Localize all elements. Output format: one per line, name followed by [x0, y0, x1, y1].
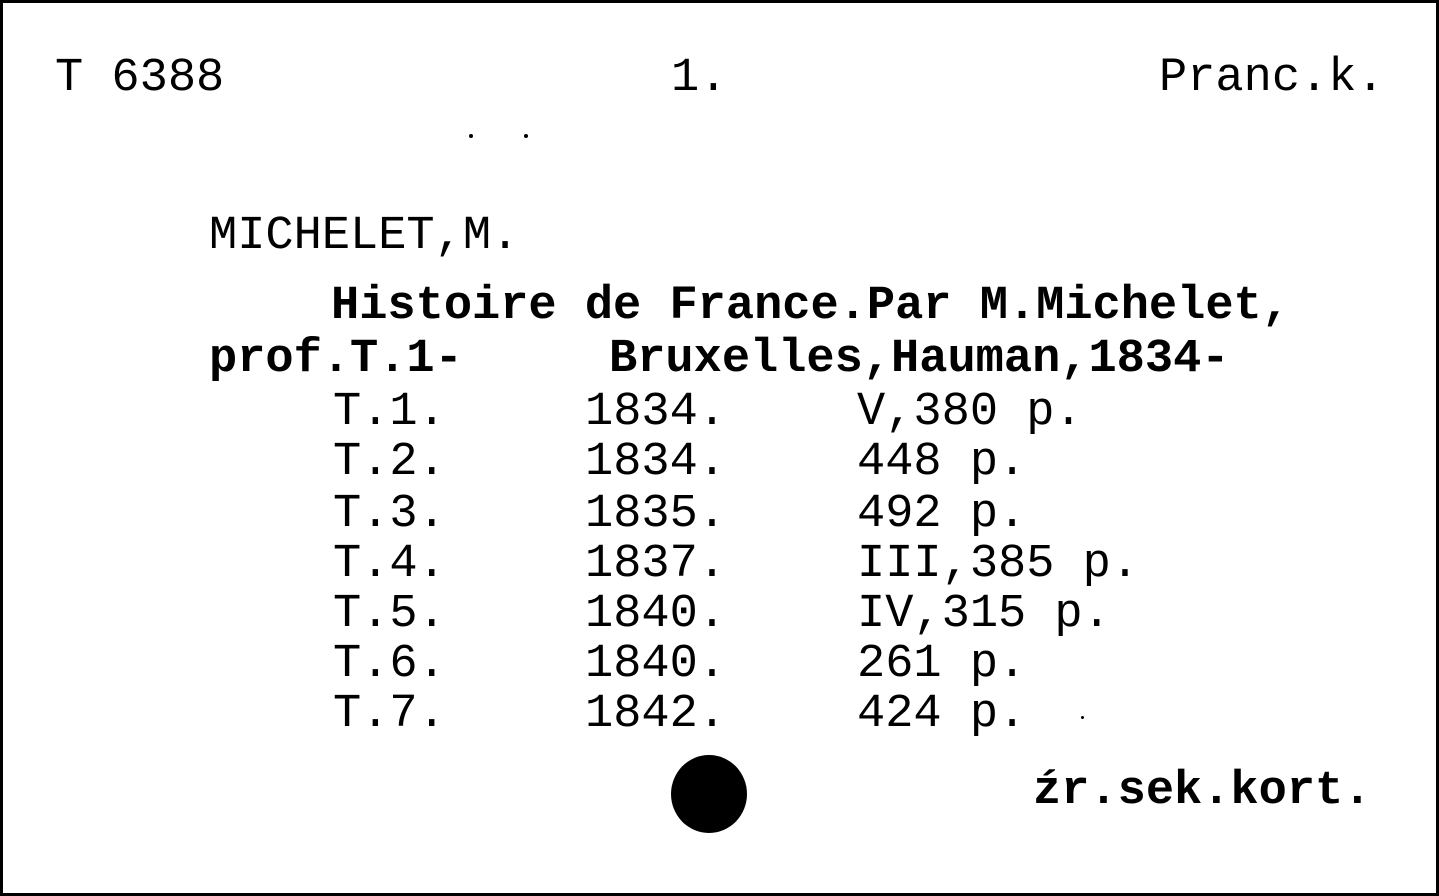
stray-dot [524, 134, 528, 138]
volume-year: 1834. [585, 436, 727, 489]
volume-year: 1835. [585, 488, 727, 541]
call-number: T 6388 [55, 52, 225, 105]
volume-number: T.6. [333, 638, 446, 691]
volume-year: 1837. [585, 538, 727, 591]
stray-dot [469, 134, 473, 138]
card-number: 1. [671, 52, 728, 105]
punch-hole [671, 755, 747, 833]
source-note: źr.sek.kort. [1033, 765, 1372, 818]
volume-number: T.5. [333, 588, 446, 641]
volume-pages: III,385 p. [857, 538, 1140, 591]
volume-number: T.3. [333, 488, 446, 541]
collection-label: Pranc.k. [1159, 52, 1385, 105]
volume-pages: 424 p. [857, 688, 1027, 741]
volume-pages: 492 p. [857, 488, 1027, 541]
volume-number: T.7. [333, 688, 446, 741]
volume-year: 1840. [585, 638, 727, 691]
author-heading: MICHELET,M. [209, 210, 520, 263]
volume-number: T.1. [333, 386, 446, 439]
title-line-2-part-a: prof.T.1- [209, 333, 463, 386]
volume-year: 1834. [585, 386, 727, 439]
imprint: Bruxelles,Hauman,1834- [609, 333, 1230, 386]
volume-pages: 448 p. [857, 436, 1027, 489]
title-line-1: Histoire de France.Par M.Michelet, [331, 280, 1290, 333]
volume-year: 1840. [585, 588, 727, 641]
volume-pages: V,380 p. [857, 386, 1083, 439]
volume-number: T.4. [333, 538, 446, 591]
stray-dot [1081, 716, 1084, 719]
volume-number: T.2. [333, 436, 446, 489]
volume-pages: IV,315 p. [857, 588, 1111, 641]
volume-year: 1842. [585, 688, 727, 741]
volume-pages: 261 p. [857, 638, 1027, 691]
